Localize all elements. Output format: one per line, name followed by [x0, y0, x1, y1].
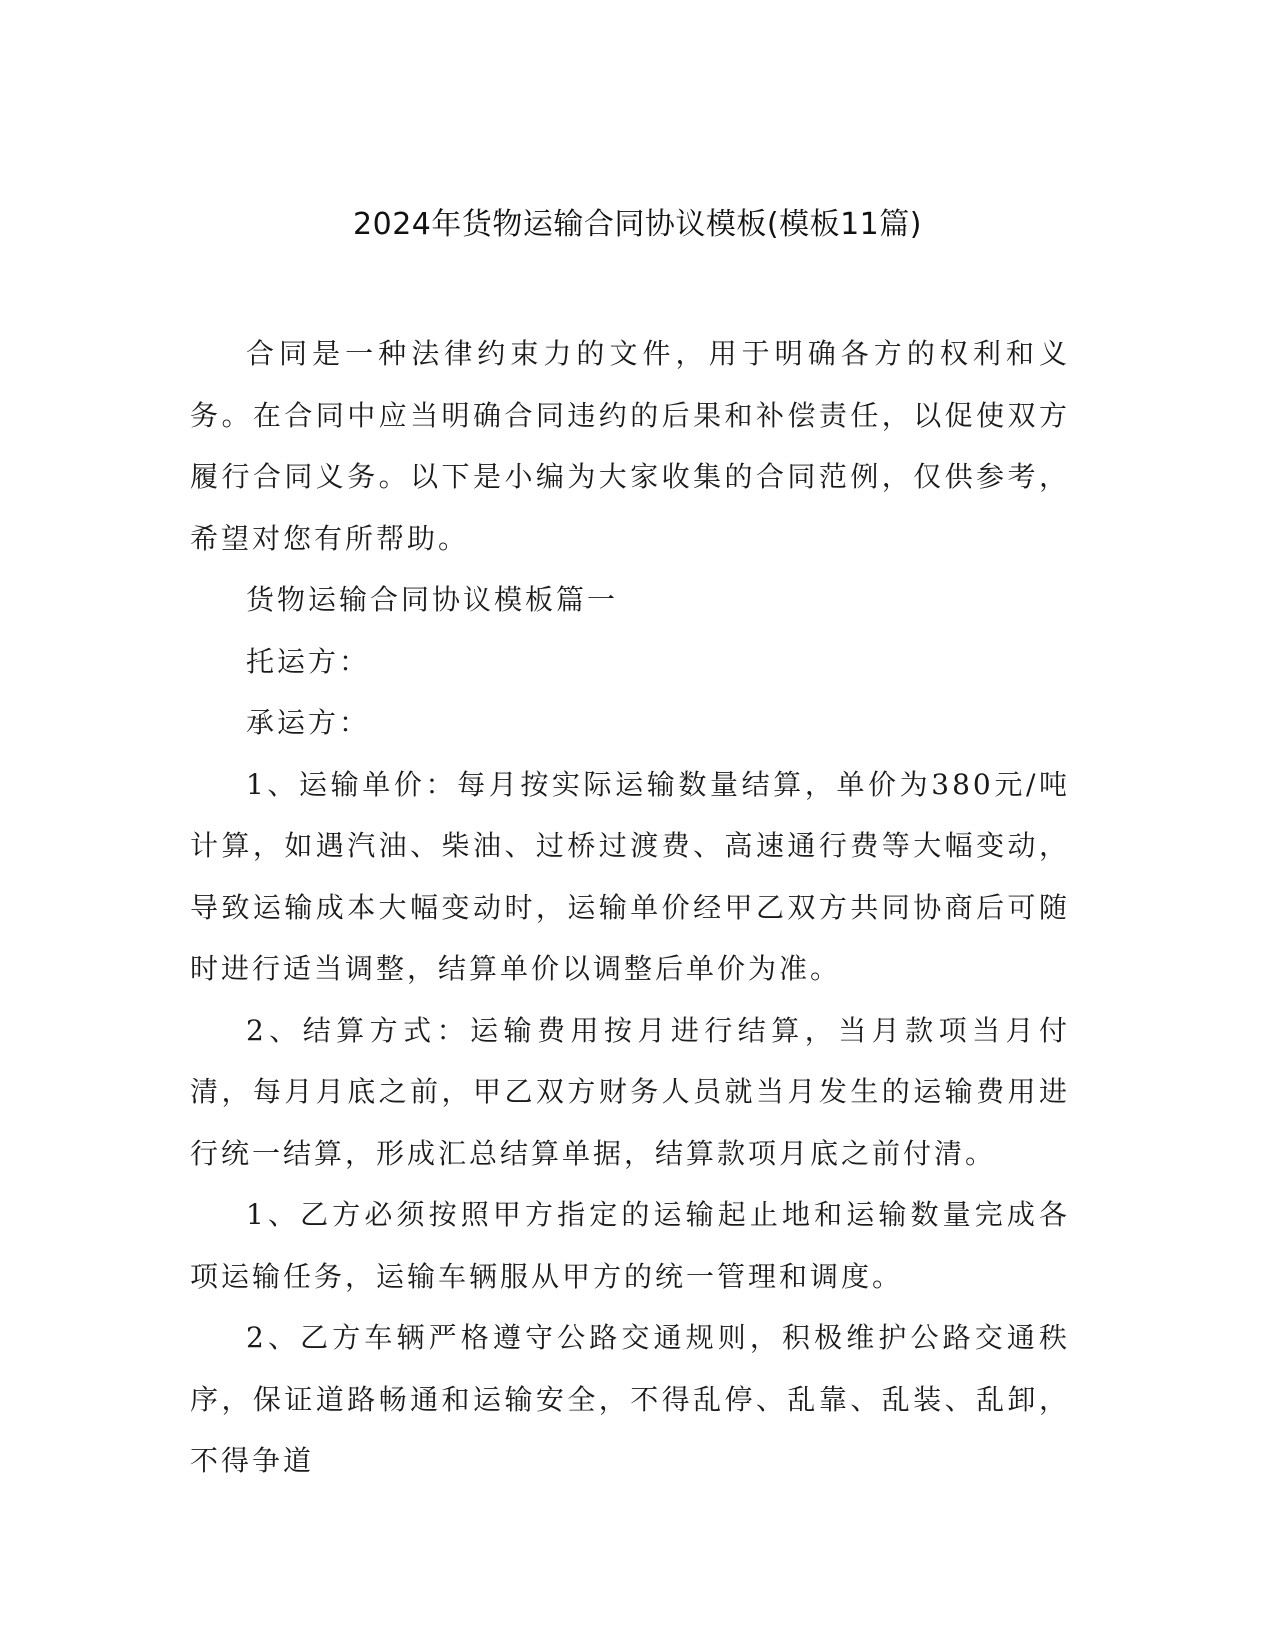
document-title: 2024年货物运输合同协议模板(模板11篇)	[353, 207, 922, 242]
paragraph-party-b-duty-1: 1、乙方必须按照甲方指定的运输起止地和运输数量完成各项运输任务，运输车辆服从甲方的统一管理和调度。	[190, 1198, 1070, 1293]
paragraph-carrier: 承运方：	[246, 706, 371, 739]
document-body	[190, 323, 1070, 1492]
paragraph-shipper: 托运方：	[246, 644, 371, 678]
paragraph-party-b-duty-2: 2、乙方车辆严格遵守公路交通规则，积极维护公路交通秩序，保证道路畅通和运输安全，不得乱停、乱靠、乱装、乱卸，不得争道	[190, 1321, 1070, 1477]
paragraph-settlement: 2、结算方式：运输费用按月进行结算，当月款项当月付清，每月月底之前，甲乙双方财务人员就当月发生的运输费用进行统一结算，形成汇总结算单据，结算款项月底之前付清。	[190, 1013, 1070, 1170]
paragraph-unit-price: 1、运输单价：每月按实际运输数量结算，单价为380元/吨计算，如遇汽油、柴油、过桥过渡费、高速通行费等大幅变动，导致运输成本大幅变动时，运输单价经甲乙双方共同协商后可随时进行适当调整，结算单价以调整后单价为准。	[190, 767, 1070, 985]
paragraph-intro: 合同是一种法律约束力的文件，用于明确各方的权利和义务。在合同中应当明确合同违约的后果和补偿责任，以促使双方履行合同义务。以下是小编为大家收集的合同范例，仅供参考，希望对您有所帮助。	[190, 337, 1070, 555]
paragraph-section-heading: 货物运输合同协议模板篇一	[246, 583, 619, 616]
